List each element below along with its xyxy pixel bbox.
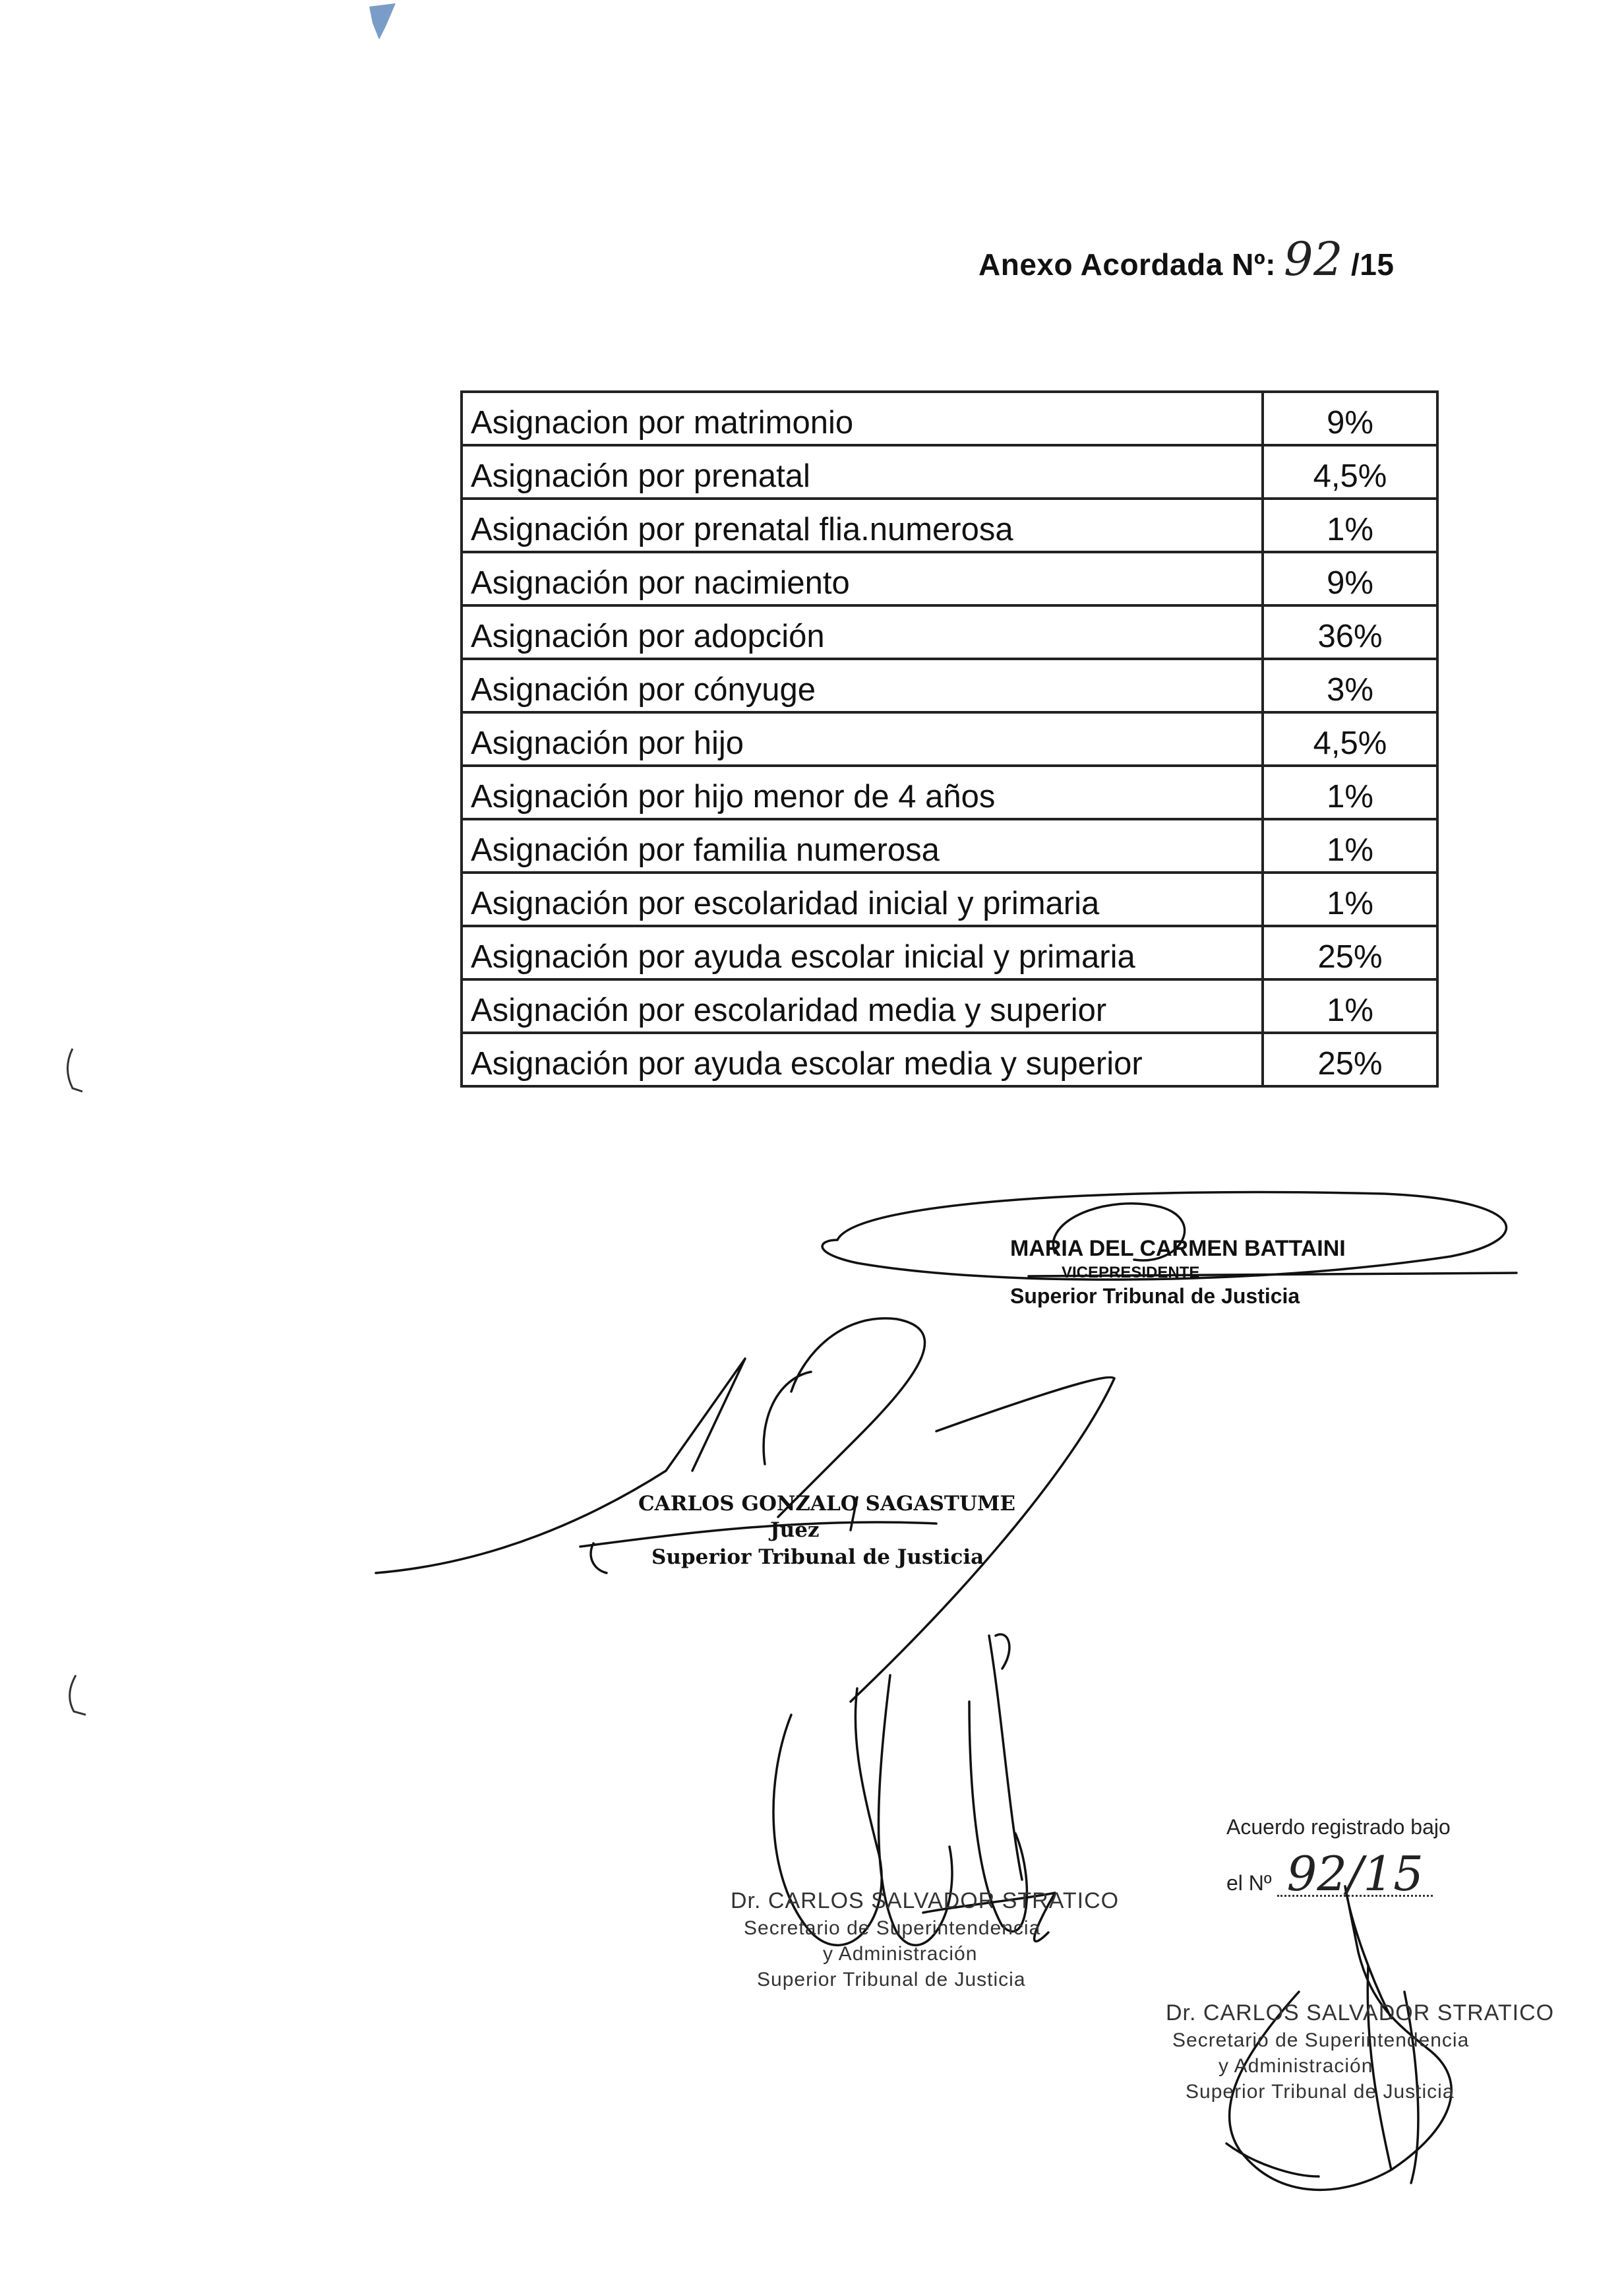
sagastume-stamp [638,1491,1015,1570]
allowance-label: Asignación por cónyuge [462,659,1263,712]
annex-number-handwritten: 92 [1283,232,1344,286]
allowance-label: Asignación por escolaridad media y superior [462,979,1263,1033]
registro-number-handwritten: 92/15 [1286,1846,1424,1901]
allowance-label: Asignación por familia numerosa [462,819,1263,873]
allowance-percentage: 3% [1263,659,1437,712]
annex-label: Anexo Acordada Nº: [978,247,1276,282]
allowance-percentage: 1% [1263,766,1437,819]
sagastume-title: Juez [770,1518,820,1543]
allowance-label: Asignación por hijo menor de 4 años [462,766,1263,819]
allowance-percentage: 9% [1263,392,1437,445]
battaini-title: VICEPRESIDENTE [1062,1263,1200,1281]
sagastume-court: Superior Tribunal de Justicia [651,1545,984,1569]
allowance-label: Asignación por ayuda escolar media y superior [462,1033,1263,1086]
allowance-percentage: 4,5% [1263,445,1437,499]
stratico-right-line1: Secretario de Superintendencia [1172,2029,1470,2052]
allowance-label: Asignación por hijo [462,712,1263,766]
allowance-percentage: 1% [1263,819,1437,873]
allowance-label: Asignación por prenatal [462,445,1263,499]
stratico-left-name: Dr. CARLOS SALVADOR STRATICO [731,1888,1120,1913]
registro-prefix: el Nº [1226,1871,1272,1895]
battaini-name: MARIA DEL CARMEN BATTAINI [1010,1236,1346,1261]
allowance-label: Asignación por escolaridad inicial y primaria [462,873,1263,926]
stratico-right-line2: y Administración [1218,2055,1373,2078]
allowance-percentage: 4,5% [1263,712,1437,766]
stratico-right-line3: Superior Tribunal de Justicia [1186,2081,1455,2103]
stratico-right-stamp [1166,1998,1554,2105]
allowance-percentage: 1% [1263,499,1437,552]
allowance-percentage: 1% [1263,873,1437,926]
stratico-left-stamp [731,1886,1119,1992]
stratico-left-line2: y Administración [823,1943,978,1965]
registro-block [1226,1815,1451,1901]
battaini-stamp [1010,1235,1346,1309]
stratico-left-line3: Superior Tribunal de Justicia [757,1969,1026,1991]
allowance-label: Asignación por adopción [462,605,1263,659]
annex-year: /15 [1351,247,1395,282]
allowance-percentage: 9% [1263,552,1437,605]
sagastume-name: CARLOS GONZALO SAGASTUME [638,1492,1015,1516]
stratico-right-name: Dr. CARLOS SALVADOR STRATICO [1166,2000,1555,2025]
allowance-percentage: 25% [1263,1033,1437,1086]
allowance-percentage: 1% [1263,979,1437,1033]
allowance-label: Asignación por nacimiento [462,552,1263,605]
allowance-label: Asignación por prenatal flia.numerosa [462,499,1263,552]
stratico-left-line1: Secretario de Superintendencia [744,1917,1041,1940]
registro-label: Acuerdo registrado bajo [1226,1815,1451,1839]
battaini-court: Superior Tribunal de Justicia [1010,1283,1300,1308]
allowance-label: Asignación por ayuda escolar inicial y primaria [462,926,1263,979]
allowance-label: Asignacion por matrimonio [462,392,1263,445]
allowance-percentage: 25% [1263,926,1437,979]
allowance-percentage: 36% [1263,605,1437,659]
